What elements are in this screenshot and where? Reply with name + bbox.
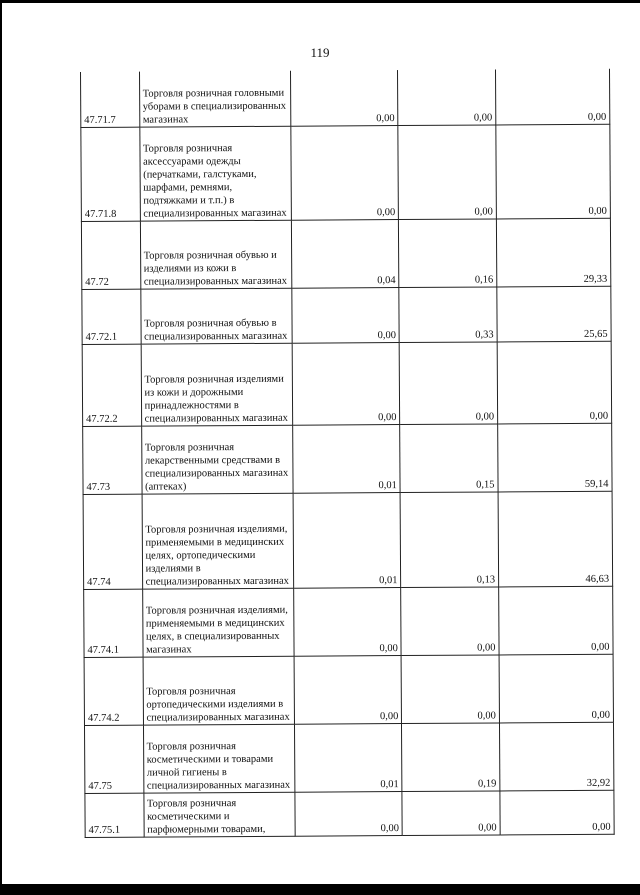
row-value-2: 0,33	[399, 286, 497, 342]
row-value-2: 0,16	[399, 218, 497, 287]
row-value-1: 0,01	[293, 492, 401, 588]
table-row	[84, 654, 613, 725]
row-value-1: 0,01	[292, 424, 400, 493]
row-name: Торговля розничная головными уборами в специализированных магазинах	[139, 71, 290, 127]
row-value-1: 0,00	[294, 655, 402, 724]
row-value-1: 0,00	[292, 342, 400, 425]
row-code: 47.74.1	[84, 589, 143, 657]
row-name: Торговля розничная аксессуарами одежды (перчатками, галстуками, шарфами, ремнями, подтяжками и т.п.) в специализированных магазинах	[139, 126, 291, 221]
scan-border-top	[0, 0, 640, 3]
table-row	[81, 218, 610, 289]
row-name: Торговля розничная изделиями из кожи и дорожными принадлежностями в специализированных магазинах	[141, 343, 292, 426]
row-value-2: 0,13	[400, 491, 498, 587]
row-value-2: 0,00	[401, 586, 499, 655]
page-number: 119	[310, 45, 330, 60]
row-code: 47.75	[84, 725, 143, 793]
row-value-2: 0,00	[400, 341, 498, 424]
row-code: 47.74	[83, 494, 142, 589]
table-row	[83, 423, 612, 494]
row-code: 47.71.7	[80, 72, 139, 127]
row-value-1: 0,00	[290, 70, 398, 126]
row-code: 47.73	[83, 426, 142, 494]
row-value-3: 29,33	[496, 218, 610, 287]
row-value-3: 0,00	[496, 124, 611, 219]
activity-table	[80, 69, 615, 838]
row-code: 47.72.2	[82, 344, 141, 426]
row-value-1: 0,00	[290, 125, 398, 220]
row-value-2: 0,19	[402, 722, 500, 791]
row-value-3: 59,14	[498, 423, 612, 492]
table-row	[83, 491, 613, 589]
row-value-3: 25,65	[497, 286, 611, 342]
row-value-2: 0,15	[400, 423, 498, 492]
row-value-3: 0,00	[499, 586, 613, 655]
row-name: Торговля розничная обувью в специализированных магазинах	[140, 288, 291, 344]
row-name: Торговля розничная обувью и изделиями из кожи в специализированных магазинах	[140, 220, 291, 289]
row-value-3: 46,63	[498, 491, 613, 587]
row-code: 47.75.1	[85, 793, 144, 837]
row-value-3: 0,00	[499, 654, 613, 723]
row-code: 47.72	[81, 221, 140, 289]
table-row	[80, 69, 609, 127]
scan-border-bottom	[0, 884, 640, 895]
row-value-3: 0,00	[497, 341, 612, 424]
table-row	[85, 790, 614, 837]
row-code: 47.74.2	[84, 657, 143, 725]
row-value-1: 0,00	[291, 287, 399, 343]
table-row	[82, 286, 611, 344]
row-code: 47.71.8	[81, 127, 140, 221]
row-value-1: 0,00	[294, 791, 402, 836]
row-value-2: 0,00	[401, 654, 499, 723]
scan-border-left	[0, 0, 2, 895]
row-value-3: 0,00	[495, 69, 609, 125]
row-value-2: 0,00	[402, 790, 500, 835]
row-value-1: 0,01	[294, 723, 402, 792]
row-value-2: 0,00	[398, 124, 496, 219]
row-name: Торговля розничная ортопедическими изделиями в специализированных магазинах	[143, 656, 294, 725]
table-row	[84, 722, 613, 793]
row-value-1: 0,04	[291, 219, 399, 288]
row-value-3: 0,00	[500, 790, 614, 835]
row-name: Торговля розничная лекарственными средствами в специализированных магазинах (аптеках)	[141, 425, 292, 494]
table-row	[81, 124, 611, 221]
row-code: 47.72.1	[82, 289, 141, 344]
row-name: Торговля розничная косметическими и товарами личной гигиены в специализированных магазинах	[143, 724, 294, 793]
row-value-3: 32,92	[499, 722, 613, 791]
table-row	[84, 586, 613, 657]
row-name: Торговля розничная изделиями, применяемыми в медицинских целях, ортопедическими изделиями в специализированных магазинах	[142, 493, 294, 589]
row-name: Торговля розничная косметическими и парфюмерными товарами,	[143, 792, 294, 837]
table-row	[82, 341, 611, 426]
row-value-2: 0,00	[398, 69, 496, 125]
row-name: Торговля розничная изделиями, применяемыми в медицинских целях, в специализированных магазинах	[142, 588, 293, 657]
row-value-1: 0,00	[293, 587, 401, 656]
